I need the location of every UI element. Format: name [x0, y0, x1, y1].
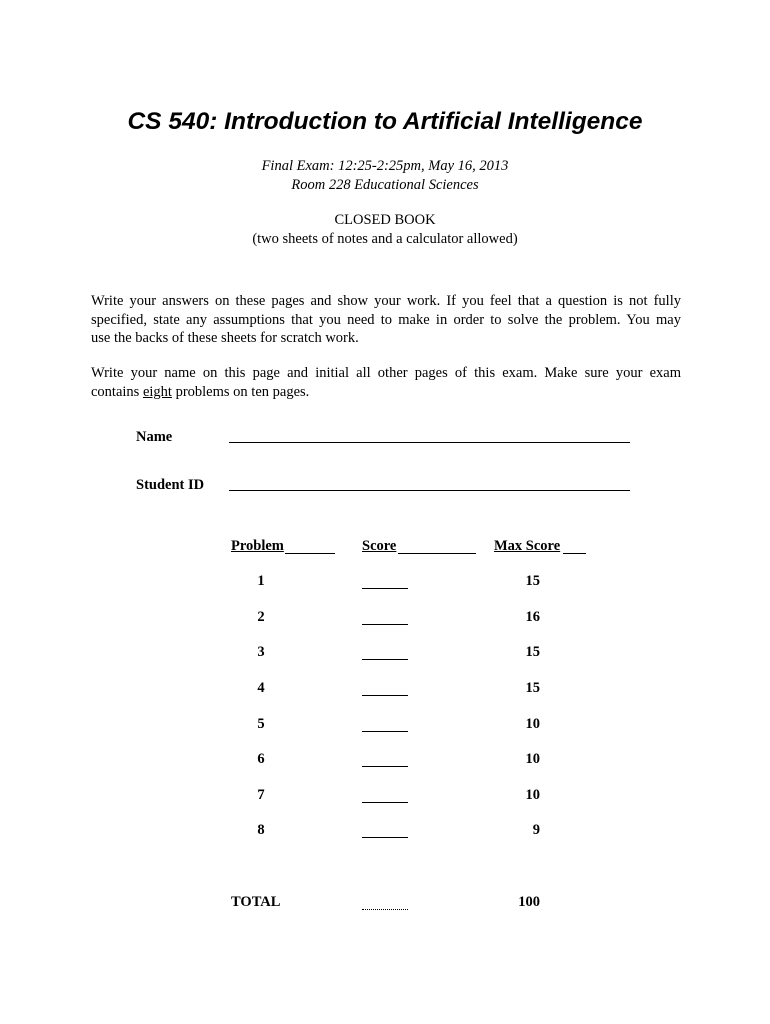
score-blank[interactable]: [362, 624, 408, 625]
total-score-blank[interactable]: [362, 909, 408, 910]
problem-count-word: eight: [142, 383, 172, 400]
max-score-value: 15: [525, 644, 540, 660]
problem-number: 4: [257, 680, 265, 696]
instructions-1-line-3: use the backs of these sheets for scratch work.: [91, 330, 359, 346]
instructions-2-text-post: problems on ten pages.: [171, 383, 310, 400]
max-score-value: 10: [525, 716, 540, 732]
instructions-2-line-2: [91, 383, 681, 402]
table-row: [0, 822, 770, 842]
exam-title: CS 540: Introduction to Artificial Intelligence: [127, 108, 643, 135]
score-blank[interactable]: [362, 802, 408, 803]
max-score-value: 10: [525, 787, 540, 803]
score-column-header: Score: [362, 538, 397, 554]
table-row: [0, 680, 770, 700]
total-max-score: 100: [518, 894, 540, 910]
score-blank[interactable]: [362, 659, 408, 660]
exam-room: Room 228 Educational Sciences: [291, 177, 479, 193]
problem-number: 3: [257, 644, 265, 660]
max-score-value: 16: [525, 609, 540, 625]
score-blank[interactable]: [362, 731, 408, 732]
closed-book-notice: CLOSED BOOK: [334, 212, 436, 228]
table-row: [0, 609, 770, 629]
instructions-paragraph-1: [91, 292, 681, 348]
max-score-value: 15: [525, 680, 540, 696]
problem-column-header: Problem: [231, 538, 284, 554]
instructions-paragraph-2: [91, 364, 681, 401]
table-row: [0, 644, 770, 664]
problem-number: 1: [257, 573, 265, 589]
max-score-header-underline: [563, 553, 586, 554]
score-blank[interactable]: [362, 766, 408, 767]
total-label: TOTAL: [231, 894, 281, 910]
problem-header-underline: [285, 553, 335, 554]
instructions-2-line-1: Write your name on this page and initial all other pages of this exam. Make sure your exam: [91, 365, 681, 381]
instructions-1-line-1: Write your answers on these pages and show your work. If you feel that a question is not fully: [91, 293, 681, 309]
problem-number: 2: [257, 609, 265, 625]
problem-number: 8: [257, 822, 265, 838]
problem-number: 5: [257, 716, 265, 732]
student-id-field[interactable]: [229, 490, 630, 491]
score-header-underline: [398, 553, 476, 554]
instructions-1-line-2: specified, state any assumptions that you need to make in order to solve the problem. You may: [91, 311, 681, 328]
score-blank[interactable]: [362, 695, 408, 696]
problem-number: 7: [257, 787, 265, 803]
table-row: [0, 716, 770, 736]
max-score-value: 10: [525, 751, 540, 767]
max-score-value: 9: [532, 822, 540, 838]
table-row: [0, 751, 770, 771]
max-score-value: 15: [525, 573, 540, 589]
name-label: Name: [136, 429, 173, 445]
name-field[interactable]: [229, 442, 630, 443]
table-row: [0, 787, 770, 807]
score-blank[interactable]: [362, 837, 408, 838]
instructions-2-text-pre: contains: [91, 383, 143, 400]
student-id-label: Student ID: [136, 477, 205, 493]
exam-time: Final Exam: 12:25-2:25pm, May 16, 2013: [261, 158, 509, 174]
score-blank[interactable]: [362, 588, 408, 589]
table-row: [0, 573, 770, 593]
max-score-column-header: Max Score: [494, 538, 561, 554]
problem-number: 6: [257, 751, 265, 767]
allowed-materials: (two sheets of notes and a calculator allowed): [252, 231, 518, 247]
